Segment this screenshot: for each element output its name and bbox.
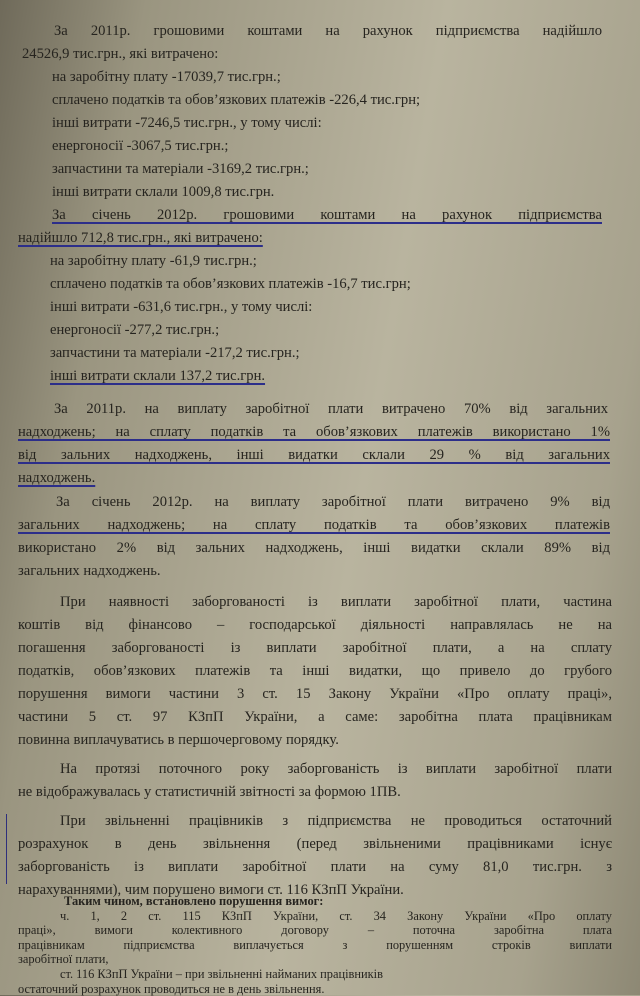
text-line: надійшло 712,8 тис.грн., які витрачено:	[18, 230, 263, 246]
text-line: повинна виплачуватись в першочерговому порядку.	[18, 732, 339, 748]
text-line: інші витрати -631,6 тис.грн., у тому числі:	[50, 299, 313, 315]
text-line: ч. 1, 2 ст. 115 КЗпП України, ст. 34 Закону України «Про оплату	[60, 908, 612, 923]
text-line: інші витрати склали 1009,8 тис.грн.	[52, 184, 275, 200]
text-line: не відображувалась у статистичній звітності за формою 1ПВ.	[18, 784, 401, 800]
text-line: заробітної плати,	[18, 952, 109, 967]
text-line: За січень 2012р. грошовими коштами на рахунок підприємства	[52, 207, 602, 223]
text-line: На протязі поточного року заборгованість із виплати заробітної плати	[60, 761, 612, 777]
text-line: За 2011р. грошовими коштами на рахунок підприємства надійшло	[54, 23, 602, 39]
text-line: погашення заборгованості із виплати заробітної плати, а на сплату	[18, 640, 612, 656]
text-line: надходжень; на сплату податків та обов’язкових платежів використано 1%	[18, 424, 610, 440]
text-line: надходжень.	[18, 470, 96, 486]
text-line: розрахунок в день звільнення (перед звільненими працівниками існує	[18, 836, 612, 852]
text-line: остаточний розрахунок проводиться не в день звільнення.	[18, 981, 325, 996]
section-heading: Таким чином, встановлено порушення вимог:	[64, 894, 324, 908]
text-line: За січень 2012р. на виплату заробітної плати витрачено 9% від	[56, 494, 610, 510]
text-line: на заробітну плату -61,9 тис.грн.;	[50, 253, 257, 269]
text-line: запчастини та матеріали -217,2 тис.грн.;	[50, 345, 300, 361]
text-line: сплачено податків та обов’язкових платежів -16,7 тис.грн;	[50, 276, 411, 292]
text-line: енергоносії -277,2 тис.грн.;	[50, 322, 220, 338]
text-line: 24526,9 тис.грн., які витрачено:	[22, 46, 219, 62]
text-line: на заробітну плату -17039,7 тис.грн.;	[52, 69, 281, 85]
text-line: праці», вимоги колективного договору – поточна заробітна плата	[18, 923, 612, 938]
text-line: використано 2% від зальних надходжень, інші видатки склали 89% від	[18, 540, 610, 556]
text-line: За 2011р. на виплату заробітної плати витрачено 70% від загальних	[54, 401, 608, 417]
text-line: енергоносії -3067,5 тис.грн.;	[52, 138, 229, 154]
text-line: запчастини та матеріали -3169,2 тис.грн.;	[52, 161, 309, 177]
text-line: нарахуваннями), чим порушено вимоги ст. 116 КЗпП України.	[18, 882, 404, 898]
text-line: інші витрати склали 137,2 тис.грн.	[50, 368, 266, 384]
text-line: від зальних надходжень, інші видатки склали 29 % від загальних	[18, 447, 610, 463]
text-line: заборгованість із виплати заробітної плати на суму 81,0 тис.грн. з	[18, 859, 612, 875]
text-line: порушення вимоги частини 3 ст. 15 Закону України «Про оплату праці»,	[18, 686, 612, 702]
text-line: При звільненні працівників з підприємства не проводиться остаточний	[60, 813, 612, 829]
text-line: інші витрати -7246,5 тис.грн., у тому числі:	[52, 115, 322, 131]
text-line: сплачено податків та обов’язкових платежів -226,4 тис.грн;	[52, 92, 421, 108]
text-line: При наявності заборгованості із виплати заробітної плати, частина	[60, 594, 612, 610]
text-line: податків, обов’язкових платежів та інші видатки, що привело до грубого	[18, 663, 612, 679]
text-line: загальних надходжень; на сплату податків та обов’язкових платежів	[18, 517, 610, 533]
text-line: загальних надходжень.	[18, 563, 161, 579]
text-line: працівникам підприємства виплачується з порушенням строків виплати	[18, 937, 612, 952]
margin-mark	[6, 814, 11, 884]
text-line: ст. 116 КЗпП України – при звільненні найманих працівників	[60, 967, 383, 981]
text-line: частини 5 ст. 97 КЗпП України, а саме: заробітна плата працівникам	[18, 709, 612, 725]
text-line: коштів від фінансово – господарської діяльності направлялась не на	[18, 617, 612, 633]
